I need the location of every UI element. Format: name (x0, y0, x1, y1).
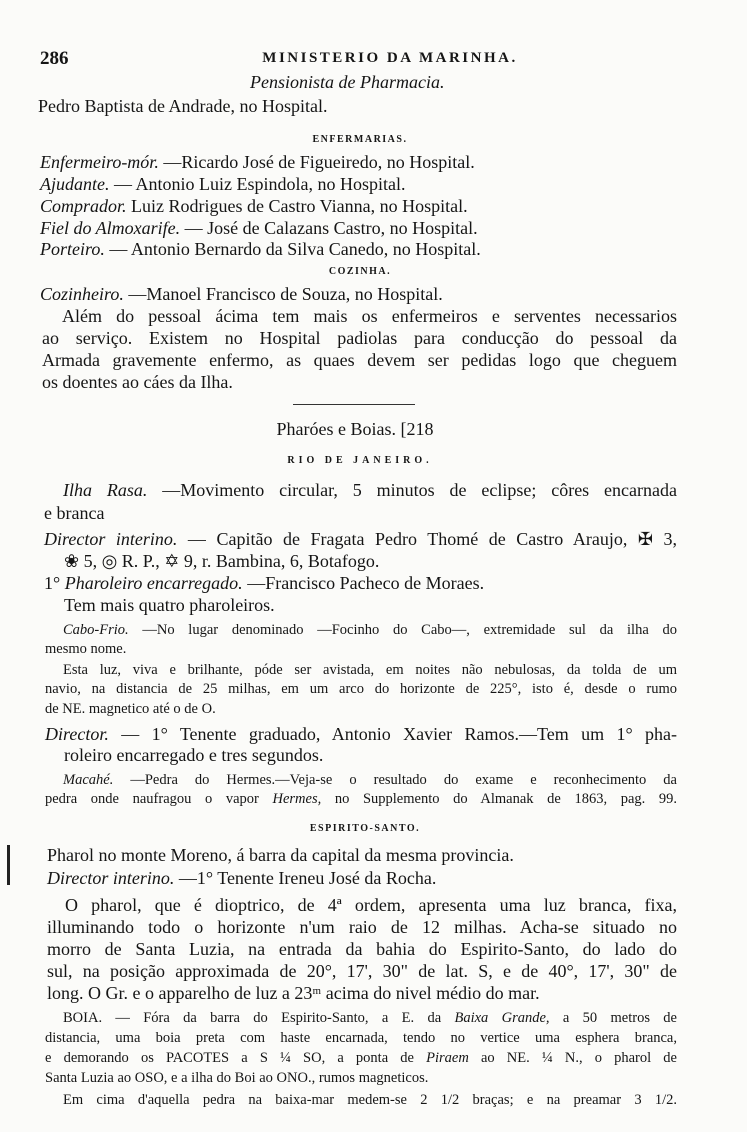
paragraph-line (64, 551, 600, 572)
italic-text: Director interino. (47, 868, 175, 888)
text: mesmo nome. (45, 641, 127, 657)
text: Além do pessoal ácima tem mais os enfermeiros e serventes necessarios (62, 306, 677, 326)
text: roleiro encarregado e tres segundos. (64, 745, 324, 765)
staff-line (40, 174, 560, 195)
paragraph-line (62, 306, 677, 327)
italic-text: Pharoleiro encarregado. (64, 573, 243, 593)
text: —Movimento circular, 5 minutos de eclipse; côres encarnada (147, 480, 677, 500)
paragraph-line (63, 480, 677, 501)
text-line (38, 96, 420, 117)
text: Armada gravemente enfermo, as quaes devem ser pedidas logo que cheguem (42, 350, 677, 370)
text: — Capitão de Fragata Pedro Thomé de Castro Araujo, ✠ 3, (177, 529, 677, 549)
text: —No lugar denominado —Focinho do Cabo—, extremidade sul da ilha do (128, 622, 677, 638)
italic-text: Cabo-Frio. (63, 622, 129, 638)
text: a 50 metros de (549, 1010, 677, 1026)
paragraph-line (47, 917, 677, 938)
text: Pharóes e Boias. [218 (276, 419, 434, 439)
text: os doentes ao cáes da Ilha. (42, 372, 233, 392)
page-number: 286 (40, 48, 69, 69)
section-heading (240, 455, 480, 467)
text: COZINHA. (328, 266, 392, 277)
text: e branca (44, 503, 105, 523)
staff-line (40, 196, 560, 217)
paragraph-line (63, 772, 677, 789)
paragraph-line (42, 328, 677, 349)
paragraph-line (47, 983, 677, 1004)
italic-text: Fiel do Almoxarife. (40, 218, 181, 238)
italic-text: Macahé. (63, 772, 114, 788)
paragraph-line (44, 503, 300, 524)
text: 1° (44, 573, 65, 593)
paragraph-line (64, 745, 600, 766)
staff-line (40, 284, 560, 305)
text: O pharol, que é dioptrico, de 4ª ordem, apresenta uma luz branca, fixa, (65, 895, 677, 915)
paragraph-line (45, 1030, 677, 1047)
paragraph-line (47, 845, 677, 866)
italic-text: Enfermeiro-mór. (40, 152, 159, 172)
text: —Manoel Francisco de Souza, no Hospital. (123, 284, 443, 304)
text: de NE. magnetico até o de O. (45, 701, 216, 717)
paragraph-line (42, 372, 500, 393)
text: illuminando todo o horizonte n'um raio de 12 milhas. Acha-se situado no (47, 917, 677, 937)
chapter-heading (240, 419, 470, 440)
subheading (250, 72, 470, 93)
text: long. O Gr. e o apparelho de luz a 23ᵐ acima do nivel médio do mar. (47, 983, 540, 1003)
paragraph-line (63, 662, 677, 679)
paragraph-line (64, 595, 600, 616)
text: Luiz Rodrigues de Castro Vianna, no Hospital. (126, 196, 468, 216)
text: Pedro Baptista de Andrade, no Hospital. (38, 96, 328, 116)
text: navio, na distancia de 25 milhas, em um arco do horizonte de 225°, isto é, desde o rumo (45, 681, 677, 697)
text: e demorando os PACOTES a S ¼ SO, a ponta de (45, 1050, 427, 1066)
text: — Antonio Luiz Espindola, no Hospital. (109, 174, 406, 194)
section-heading (250, 823, 480, 835)
italic-text: Piraem (426, 1050, 469, 1066)
text: — 1° Tenente graduado, Antonio Xavier Ramos.—Tem um 1° pha- (108, 724, 677, 744)
paragraph-line (47, 939, 677, 960)
paragraph-line (45, 701, 400, 718)
paragraph-line (63, 1010, 677, 1027)
text: ao NE. ¼ N., o pharol de (468, 1050, 677, 1066)
italic-text: Director interino. (44, 529, 178, 549)
text: Em cima d'aquella pedra na baixa-mar medem-se 2 1/2 braças; e na preamar 3 1/2. (63, 1092, 677, 1108)
text: ❀ 5, ◎ R. P., ✡ 9, r. Bambina, 6, Botafogo. (64, 551, 380, 571)
staff-line (40, 152, 560, 173)
italic-text: Comprador. (40, 196, 127, 216)
paragraph-line (63, 622, 677, 639)
text: morro de Santa Luzia, na entrada da bahia do Espirito-Santo, do lado do (47, 939, 677, 959)
paragraph-line (44, 529, 677, 550)
text: distancia, uma boia preta com haste encarnada, tendo no vertice uma esphera branca, (45, 1030, 677, 1046)
italic-text: Baixa Grande, (454, 1010, 550, 1026)
text: BOIA. — Fóra da barra do Espirito-Santo, a E. da (63, 1010, 455, 1026)
text: —1° Tenente Ireneu José da Rocha. (174, 868, 437, 888)
text: RIO DE JANEIRO. (287, 455, 433, 466)
text: —Ricardo José de Figueiredo, no Hospital. (158, 152, 475, 172)
italic-text: Ilha Rasa. (63, 480, 148, 500)
text: —Francisco Pacheco de Moraes. (242, 573, 485, 593)
italic-text: Ajudante. (40, 174, 110, 194)
italic-text: Hermes, (272, 791, 322, 807)
paragraph-line (45, 1070, 677, 1087)
section-heading (250, 266, 470, 278)
italic-text: Pensionista de Pharmacia. (250, 72, 445, 92)
section-divider (293, 404, 415, 405)
text: Tem mais quatro pharoleiros. (64, 595, 275, 615)
text: Esta luz, viva e brilhante, póde ser avistada, em noites não nebulosas, da tolda de um (63, 662, 677, 678)
staff-line (40, 239, 560, 260)
text: — Antonio Bernardo da Silva Canedo, no Hospital. (104, 239, 481, 259)
paragraph-line (47, 961, 677, 982)
paragraph-line (45, 791, 677, 808)
paragraph-line (42, 350, 677, 371)
paragraph-line (45, 724, 677, 745)
text: —Pedra do Hermes.—Veja-se o resultado do exame e reconhecimento da (113, 772, 677, 788)
paragraph-line (45, 641, 400, 658)
text: sul, na posição approximada de 20°, 17', 30" de lat. S, e de 40°, 17', 30" de (47, 961, 677, 981)
section-heading (250, 134, 470, 146)
text: Santa Luzia ao OSO, e a ilha do Boi ao ONO., rumos magneticos. (45, 1070, 429, 1086)
italic-text: Cozinheiro. (40, 284, 124, 304)
text: — José de Calazans Castro, no Hospital. (180, 218, 478, 238)
paragraph-line (65, 895, 677, 916)
italic-text: Director. (45, 724, 109, 744)
text: ESPIRITO-SANTO. (309, 823, 421, 834)
staff-line (40, 218, 560, 239)
running-header: MINISTERIO DA MARINHA. (262, 50, 518, 66)
text: Pharol no monte Moreno, á barra da capital da mesma provincia. (47, 845, 514, 865)
text: pedra onde naufragou o vapor (45, 791, 273, 807)
paragraph-line (63, 1092, 677, 1109)
paragraph-line (47, 868, 677, 889)
margin-mark (7, 845, 10, 885)
paragraph-line (45, 681, 677, 698)
text: no Supplemento do Almanak de 1863, pag. 99. (321, 791, 677, 807)
paragraph-line (45, 1050, 677, 1067)
italic-text: Porteiro. (40, 239, 105, 259)
text: ao serviço. Existem no Hospital padiolas para conducção do pessoal da (42, 328, 677, 348)
paragraph-line (44, 573, 600, 594)
text: ENFERMARIAS. (312, 134, 408, 145)
